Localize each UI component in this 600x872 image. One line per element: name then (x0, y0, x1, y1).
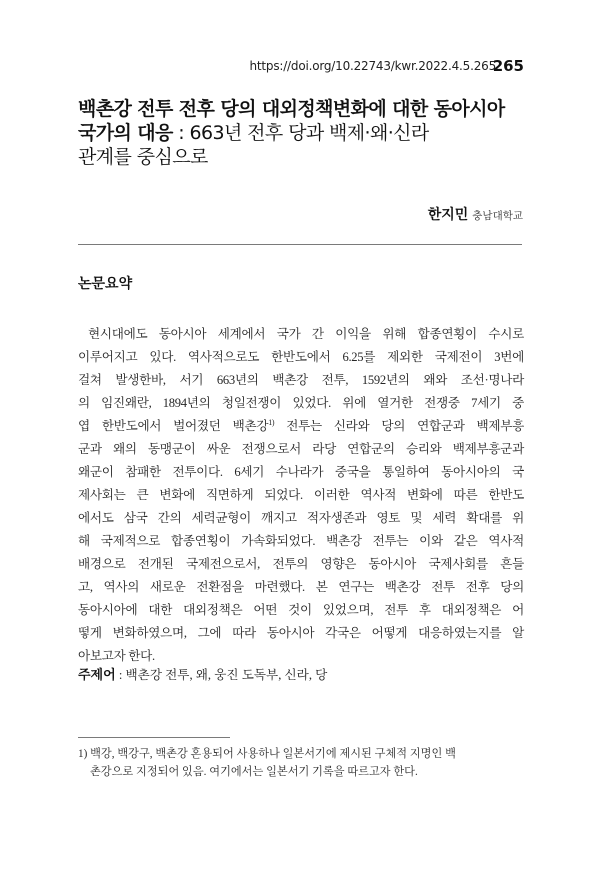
abstract-line: 아보고자 한다. (78, 649, 155, 663)
header-divider (78, 244, 522, 245)
abstract-line: 고, 역사의 새로운 전환점을 마련했다. 본 연구는 백촌강 전투 전후 당의 (78, 580, 524, 594)
title-line-2-rest: : 663년 전후 당과 백제·왜·신라 (172, 122, 429, 144)
keywords-label: 주제어 (78, 668, 116, 683)
title-line-3: 관계를 중심으로 (78, 146, 208, 168)
abstract-line: 의 임진왜란, 1894년의 청일전쟁이 있었다. 위에 열거한 전쟁중 7세기 중 (78, 396, 524, 410)
title-line-2-bold: 국가의 대응 (78, 122, 173, 144)
abstract-line: 떻게 변화하였으며, 그에 따라 동아시아 각국은 어떻게 대응하였는지를 알 (78, 626, 524, 640)
page-number: 265 (492, 57, 524, 75)
footnote-divider (78, 737, 230, 738)
author-affiliation: 충남대학교 (472, 210, 523, 222)
title-line-2 (78, 121, 528, 145)
abstract-line (78, 415, 524, 438)
title-line-1: 백촌강 전투 전후 당의 대외정책변화에 대한 동아시아 (78, 98, 505, 120)
footnote (78, 745, 524, 781)
abstract-line: 해 국제적으로 합종연횡이 가속화되었다. 백촌강 전투는 이와 같은 역사적 (78, 534, 524, 548)
abstract-line: 이루어지고 있다. 역사적으로도 한반도에서 6.25를 제외한 국제전이 3번에 (78, 350, 524, 364)
footnote-ref[interactable]: 1) (268, 418, 275, 427)
abstract-line: 걸쳐 발생한바, 서기 663년의 백촌강 전투, 1592년의 왜와 조선·명나라 (78, 373, 524, 387)
footnote-line-2: 촌강으로 지정되어 있음. 여기에서는 일본서기 기록을 따르고자 한다. (90, 766, 418, 778)
keywords-text: 백촌강 전투, 왜, 웅진 도독부, 신라, 당 (125, 668, 328, 682)
abstract-heading: 논문요약 (78, 276, 133, 292)
abstract-line: 배경으로 전개된 국제전으로서, 전투의 영향은 동아시아 국제사회를 흔들 (78, 557, 524, 571)
abstract-line: 군과 왜의 동맹군이 싸운 전쟁으로서 라당 연합군의 승리와 백제부흥군과 (78, 442, 524, 456)
paper-title (78, 97, 528, 169)
keywords-separator: : (115, 668, 126, 682)
abstract-body (78, 323, 524, 668)
abstract-line: 에서도 삼국 간의 세력균형이 깨지고 적자생존과 영토 및 세력 확대를 위 (78, 511, 524, 525)
author-block (428, 204, 523, 224)
author-name: 한지민 (427, 207, 469, 223)
page-header (0, 57, 600, 81)
abstract-line: 제사회는 큰 변화에 직면하게 되었다. 이러한 역사적 변화에 따른 한반도 (78, 488, 524, 502)
abstract-line-5-end: 전투는 신라와 당의 연합군과 백제부흥 (274, 419, 524, 433)
abstract-line: 왜군이 참패한 전투이다. 6세기 수나라가 중국을 통일하여 동아시아의 국 (78, 465, 524, 479)
abstract-line: 현시대에도 동아시아 세계에서 국가 간 이익을 위해 합종연횡이 수시로 (88, 327, 524, 341)
abstract-line-5-start: 엽 한반도에서 벌어졌던 백촌강 (78, 419, 269, 433)
abstract-line: 동아시아에 대한 대외정책은 어떤 것이 있었으며, 전투 후 대외정책은 어 (78, 603, 524, 617)
footnote-line-1: 1) 백강, 백강구, 백촌강 혼용되어 사용하나 일본서기에 제시된 구체적 지명인 백 (78, 748, 456, 760)
keywords (78, 664, 327, 683)
doi-link[interactable]: https://doi.org/10.22743/kwr.2022.4.5.265 (249, 59, 496, 73)
